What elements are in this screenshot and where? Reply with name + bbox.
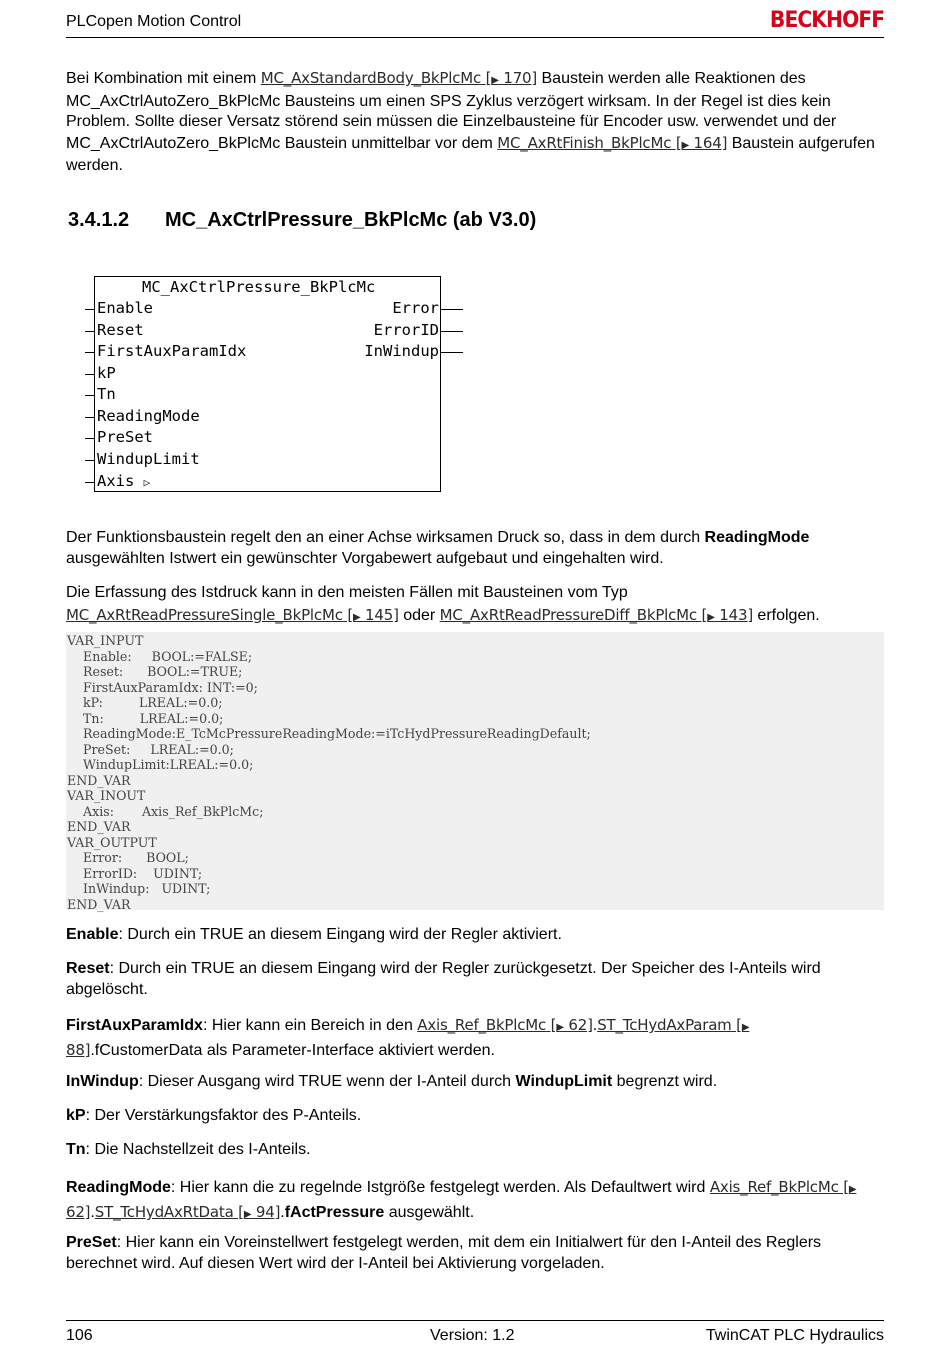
version-label: Version: 1.2 [430, 1327, 515, 1344]
code-block: VAR_INPUT Enable: BOOL:=FALSE; Reset: BOOL:=TRUE; FirstAuxParamIdx: INT:=0; kP: LREAL:=0.0; Tn: LREAL:=0.0; ReadingMode:E_TcMcPressureReadingMode:=iTcHydPressureReadingDefault; PreSet: LREAL:=0.0; WindupLimit:LREAL:=0.0; END_VAR VAR_INOUT Axis: Axis_Ref_BkPlcMc; END_VAR VAR_OUTPUT Error: BOOL; ErrorID: UDINT; InWindup: UDINT; END_VAR [66, 632, 884, 910]
link-axis-ref[interactable]: Axis_Ref_BkPlcMc [▶ 62] [417, 1016, 593, 1034]
link-axis-ref[interactable]: Axis_Ref_BkPlcMc [▶ 62] [66, 1178, 857, 1221]
fb-input-tn: Tn [97, 385, 116, 403]
output-pin [441, 331, 463, 332]
inout-triangle-icon: ▷ [143, 476, 151, 489]
pressure-reading-paragraph: Die Erfassung des Istdruck kann in den meisten Fällen mit Bausteinen vom Typ MC_AxRtReadPressureSingle_BkPlcMc [▶ 145] oder MC_AxRtReadPressureDiff_BkPlcMc [▶ 143] erfolgen. [66, 584, 820, 624]
triangle-right-icon: ▶ [491, 75, 499, 86]
page-header [66, 10, 884, 38]
triangle-right-icon: ▶ [707, 612, 715, 623]
section-title: MC_AxCtrlPressure_BkPlcMc (ab V3.0) [165, 209, 537, 231]
fb-input-readingmode: ReadingMode [97, 407, 200, 425]
input-pin [85, 438, 94, 439]
fb-input-reset: Reset [97, 321, 144, 339]
page-footer [66, 1320, 884, 1350]
section-heading [68, 209, 536, 232]
triangle-right-icon: ▶ [681, 139, 689, 151]
link-mc-axstandardbody[interactable]: MC_AxStandardBody_BkPlcMc [▶ 170] [260, 69, 538, 87]
text: Baustein aufgerufen werden. [66, 134, 875, 174]
param-tn: Tn: Die Nachstellzeit des I-Anteils. [66, 1141, 311, 1158]
fb-output-inwindup: InWindup [364, 342, 439, 360]
param-reset: Reset: Durch ein TRUE an diesem Eingang wird der Regler zurückgesetzt. Der Speicher des I-Anteils wird abgelöscht. [66, 960, 821, 998]
header-title: PLCopen Motion Control [66, 13, 242, 30]
fb-input-preset: PreSet [97, 428, 153, 446]
param-kp: kP: Der Verstärkungsfaktor des P-Anteils. [66, 1107, 362, 1124]
input-pin [85, 417, 94, 418]
link-readpressuresingle[interactable]: MC_AxRtReadPressureSingle_BkPlcMc [▶ 145] [66, 606, 399, 624]
output-pin [441, 352, 463, 353]
fb-input-winduplimit: WindupLimit [97, 450, 200, 468]
fb-input-firstauxparamidx: FirstAuxParamIdx [97, 342, 247, 360]
input-pin [85, 352, 94, 353]
input-pin [85, 309, 94, 310]
fb-output-errorid: ErrorID [373, 321, 439, 339]
link-st-tchydaxparam[interactable]: ST_TcHydAxParam [▶ 88] [66, 1016, 750, 1059]
link-st-tchydaxrtdata[interactable]: ST_TcHydAxRtData [▶ 94] [94, 1203, 281, 1221]
output-pin [441, 309, 463, 310]
param-inwindup: InWindup: Dieser Ausgang wird TRUE wenn der I-Anteil durch WindupLimit begrenzt wird. [66, 1073, 718, 1090]
param-readingmode: ReadingMode: Hier kann die zu regelnde Istgröße festgelegt werden. Als Defaultwert wird Axis_Ref_BkPlcMc [▶ 62].ST_TcHydAxRtData [▶ 94].fActPressure ausgewählt. [66, 1178, 857, 1221]
description-paragraph: Der Funktionsbaustein regelt den an einer Achse wirksamen Druck so, dass in dem durch ReadingMode ausgewählten Istwert ein gewünschter Vorgabewert aufgebaut und eingehalten wird. [66, 529, 810, 567]
input-pin [85, 331, 94, 332]
triangle-right-icon: ▶ [741, 1022, 750, 1033]
link-mc-axrtfinish[interactable]: MC_AxRtFinish_BkPlcMc [▶ 164] [497, 133, 728, 152]
section-number: 3.4.1.2 [68, 209, 130, 231]
input-pin [85, 460, 94, 461]
input-pin [85, 395, 94, 396]
triangle-right-icon: ▶ [243, 1209, 252, 1220]
param-preset: PreSet: Hier kann ein Voreinstellwert festgelegt werden, mit dem ein Initialwert für den I-Anteil des Reglers berechnet wird. Auf diesen Wert wird der I-Anteil bei Aktivierung vorgeladen. [66, 1234, 822, 1272]
fb-input-enable: Enable [97, 299, 153, 317]
triangle-right-icon: ▶ [352, 612, 361, 623]
param-enable: Enable: Durch ein TRUE an diesem Eingang wird der Regler aktiviert. [66, 926, 562, 943]
product-name: TwinCAT PLC Hydraulics [705, 1327, 884, 1344]
fb-output-error: Error [392, 299, 439, 317]
param-firstauxparamidx: FirstAuxParamIdx: Hier kann ein Bereich in den Axis_Ref_BkPlcMc [▶ 62].ST_TcHydAxParam [▶ 88].fCustomerData als Parameter-Interface aktiviert werden. [66, 1016, 750, 1059]
page-number: 106 [66, 1327, 93, 1344]
fb-inout-axis: Axis ▷ [97, 472, 151, 490]
link-readpressurediff[interactable]: MC_AxRtReadPressureDiff_BkPlcMc [▶ 143] [439, 606, 753, 624]
text: Bei Kombination mit einem [66, 70, 261, 87]
brand-logo: BECKHOFF [769, 8, 884, 33]
intro-paragraph [66, 68, 888, 177]
triangle-right-icon: ▶ [556, 1022, 564, 1033]
input-pin [85, 374, 94, 375]
text: Baustein werden alle Reaktionen des MC_AxCtrlAutoZero_BkPlcMc Bausteins um einen SPS Zyklus verzögert wirksam. In der Regel ist dies kein Problem. Sollte dieser Versatz störend sein müssen die Einzelbausteine für Encoder usw. verwendet und der MC_AxCtrlAutoZero_BkPlcMc Baustein unmittelbar vor dem [66, 70, 837, 152]
triangle-right-icon: ▶ [848, 1184, 857, 1195]
fb-input-kp: kP [97, 364, 116, 382]
fb-title: MC_AxCtrlPressure_BkPlcMc [142, 278, 376, 296]
input-pin [85, 482, 94, 483]
